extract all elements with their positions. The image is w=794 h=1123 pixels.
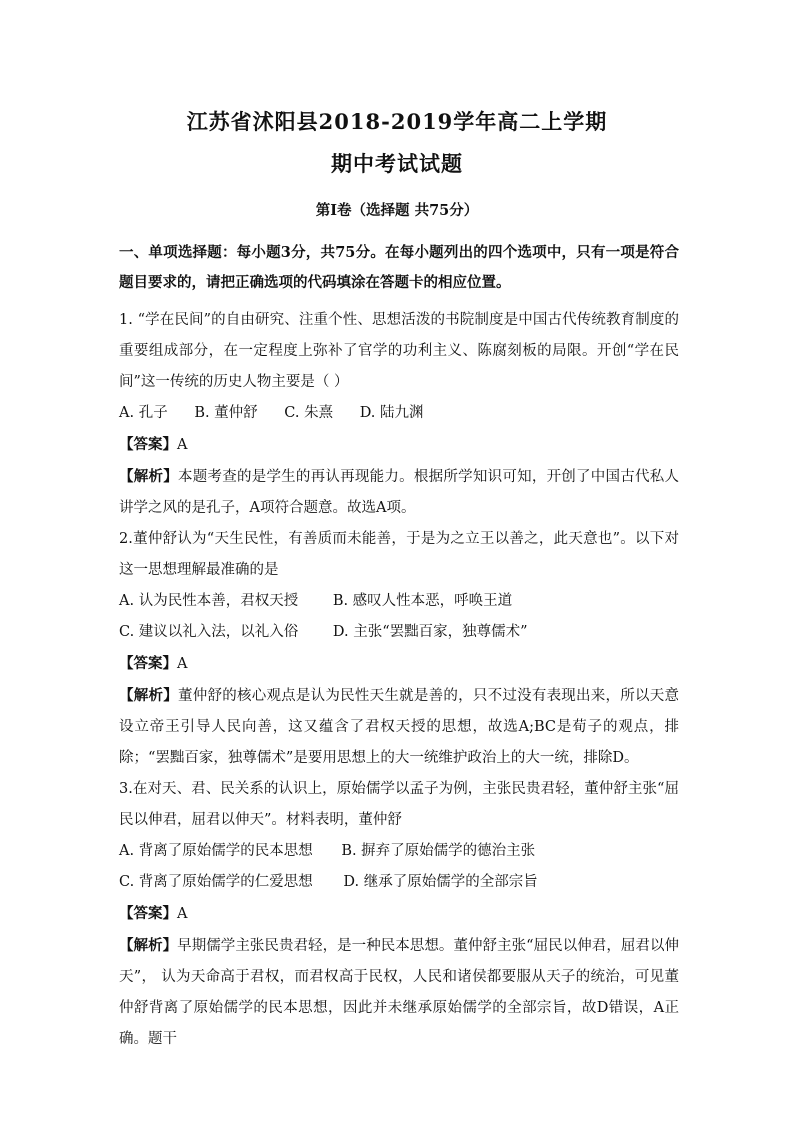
question-1-options bbox=[119, 398, 679, 429]
analysis-label: 【解析】 bbox=[119, 937, 178, 954]
question-3-option-c: C. 背离了原始儒学的仁爱思想 bbox=[119, 874, 313, 890]
answer-value: A bbox=[177, 906, 188, 922]
question-3-analysis bbox=[119, 930, 679, 1055]
question-2-option-c: C. 建议以礼入法，以礼入俗 bbox=[119, 624, 299, 640]
question-1-option-c: C. 朱熹 bbox=[284, 405, 334, 421]
answer-value: A bbox=[177, 437, 188, 453]
analysis-label: 【解析】 bbox=[119, 468, 178, 485]
question-2-analysis bbox=[119, 680, 679, 774]
paper-section-subtitle: 第Ⅰ卷（选择题 共75分） bbox=[315, 202, 479, 219]
answer-value: A bbox=[177, 656, 188, 672]
question-3-options-row1 bbox=[119, 836, 679, 867]
question-3-stem: 3.在对天、君、民关系的认识上，原始儒学以孟子为例，主张民贵君轻，董仲舒主张“屈民以伸君，屈君以伸天”。材料表明，董仲舒 bbox=[119, 781, 679, 828]
question-3-option-a: A. 背离了原始儒学的民本思想 bbox=[119, 843, 313, 859]
question-1-option-a: A. 孔子 bbox=[119, 405, 168, 421]
question-2-option-b: B. 感叹人性本恶，呼唤王道 bbox=[332, 593, 513, 609]
question-2-options-row2 bbox=[119, 617, 679, 648]
question-2-options-row1 bbox=[119, 586, 679, 617]
section-heading: 一、单项选择题：每小题3分，共75分。在每小题列出的四个选项中，只有一项是符合题目要求的，请把正确选项的代码填涂在答题卡的相应位置。 bbox=[119, 244, 679, 291]
question-2-option-a: A. 认为民性本善，君权天授 bbox=[119, 593, 299, 609]
analysis-text: 本题考查的是学生的再认再现能力。根据所学知识可知，开创了中国古代私人讲学之风的是孔子，A项符合题意。故选A项。 bbox=[119, 469, 680, 516]
question-3-answer bbox=[119, 898, 679, 930]
question-3-options-row2 bbox=[119, 867, 679, 898]
question-1-answer bbox=[119, 429, 679, 461]
analysis-text: 董仲舒的核心观点是认为民性天生就是善的，只不过没有表现出来，所以天意设立帝王引导人民向善，这又蕴含了君权天授的思想，故选A;BC是荀子的观点，排除；“罢黜百家，独尊儒术”是要用思想上的大一统维护政治上的大一统，排除D。 bbox=[119, 688, 680, 766]
question-1-analysis bbox=[119, 461, 679, 524]
question-2-answer bbox=[119, 648, 679, 680]
question-1-option-d: D. 陆九渊 bbox=[359, 405, 424, 421]
answer-label: 【答案】 bbox=[119, 436, 177, 453]
exam-content bbox=[119, 238, 679, 1055]
question-3-option-d: D. 继承了原始儒学的全部宗旨 bbox=[343, 874, 538, 890]
question-2-stem: 2.董仲舒认为“天生民性，有善质而未能善，于是为之立王以善之，此天意也”。以下对这一思想理解最准确的是 bbox=[119, 531, 679, 578]
question-3-option-b: B. 摒弃了原始儒学的德治主张 bbox=[341, 843, 536, 859]
answer-label: 【答案】 bbox=[119, 655, 177, 672]
answer-label: 【答案】 bbox=[119, 905, 177, 922]
question-1-stem: 1. “学在民间”的自由研究、注重个性、思想活泼的书院制度是中国古代传统教育制度的重要组成部分，在一定程度上弥补了官学的功利主义、陈腐刻板的局限。开创“学在民间”这一传统的历史人物主要是（ ） bbox=[119, 312, 679, 390]
analysis-text: 早期儒学主张民贵君轻，是一种民本思想。董仲舒主张“屈民以伸君，屈君以伸天”， 认为天命高于君权，而君权高于民权，人民和诸侯都要服从天子的统治，可见董仲舒背离了原始儒学的民本思想，因此并未继承原始儒学的全部宗旨，故D错误，A正确。题干 bbox=[119, 938, 679, 1047]
question-2-option-d: D. 主张“罢黜百家，独尊儒术” bbox=[332, 624, 528, 640]
question-1-option-b: B. 董仲舒 bbox=[194, 405, 258, 421]
analysis-label: 【解析】 bbox=[119, 687, 178, 704]
exam-title-line2: 期中考试试题 bbox=[331, 151, 463, 176]
exam-title-line1: 江苏省沭阳县2018-2019学年高二上学期 bbox=[186, 109, 608, 134]
